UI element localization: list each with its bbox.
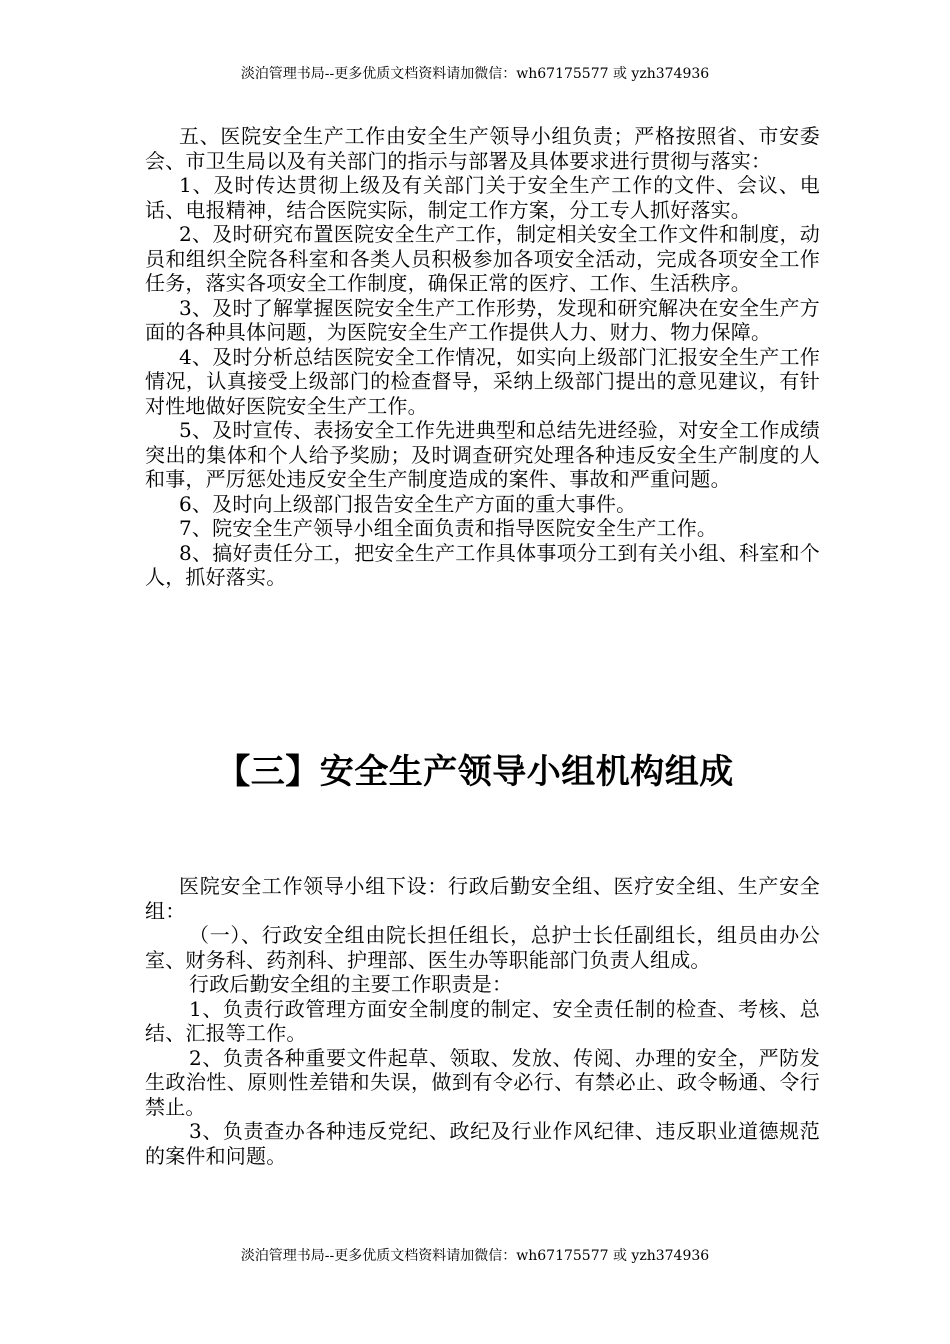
section-heading: 【三】安全生产领导小组机构组成 xyxy=(216,752,734,792)
duties-section xyxy=(145,124,820,590)
paragraph-responsibility-2: 2、负责各种重要文件起草、领取、发放、传阅、办理的安全，严防发生政治性、原则性差错和失误，做到有令必行、有禁必止、政令畅通、令行禁止。 xyxy=(145,1045,820,1119)
paragraph-duty-7: 7、院安全生产领导小组全面负责和指导医院安全生产工作。 xyxy=(179,516,718,540)
paragraph-duty-5: 5、及时宣传、表扬安全工作先进典型和总结先进经验，对安全工作成绩突出的集体和个人给予奖励；及时调查研究处理各种违反安全生产制度的人和事，严厉惩处违反安全生产制度造成的案件、事故和严重问题。 xyxy=(145,418,820,491)
paragraph-duty-6: 6、及时向上级部门报告安全生产方面的重大事件。 xyxy=(179,491,637,516)
paragraph-duty-1: 1、及时传达贯彻上级及有关部门关于安全生产工作的文件、会议、电话、电报精神，结合医院实际，制定工作方案，分工专人抓好落实。 xyxy=(145,173,820,222)
paragraph-responsibilities-heading: 行政后勤安全组的主要工作职责是： xyxy=(189,972,513,996)
paragraph-duty-2: 2、及时研究布置医院安全生产工作，制定相关安全工作文件和制度，动员和组织全院各科室和各类人员积极参加各项安全活动，完成各项安全工作任务，落实各项安全工作制度，确保正常的医疗、工作、生活秩序。 xyxy=(145,222,820,295)
page-header: 淡泊管理书局--更多优质文档资料请加微信：wh67175577 或 yzh374936 xyxy=(240,66,710,82)
paragraph-duty-3: 3、及时了解掌握医院安全生产工作形势，发现和研究解决在安全生产方面的各种具体问题，为医院安全生产工作提供人力、财力、物力保障。 xyxy=(145,295,820,344)
paragraph-admin-group: （一）、行政安全组由院长担任组长，总护士长任副组长，组员由办公室、财务科、药剂科、护理部、医生办等职能部门负责人组成。 xyxy=(145,923,820,972)
paragraph-duty-8: 8、搞好责任分工，把安全生产工作具体事项分工到有关小组、科室和个人，抓好落实。 xyxy=(145,540,820,589)
page-footer: 淡泊管理书局--更多优质文档资料请加微信：wh67175577 或 yzh374936 xyxy=(240,1248,710,1264)
paragraph-intro: 医院安全工作领导小组下设：行政后勤安全组、医疗安全组、生产安全组： xyxy=(145,874,820,923)
paragraph-item-5: 五、医院安全生产工作由安全生产领导小组负责；严格按照省、市安委会、市卫生局以及有关部门的指示与部署及具体要求进行贯彻与落实： xyxy=(145,124,820,173)
paragraph-responsibility-1: 1、负责行政管理方面安全制度的制定、安全责任制的检查、考核、总结、汇报等工作。 xyxy=(145,996,820,1045)
paragraph-responsibility-3: 3、负责查办各种违反党纪、政纪及行业作风纪律、违反职业道德规范的案件和问题。 xyxy=(145,1119,820,1168)
paragraph-duty-4: 4、及时分析总结医院安全工作情况，如实向上级部门汇报安全生产工作情况，认真接受上级部门的检查督导，采纳上级部门提出的意见建议，有针对性地做好医院安全生产工作。 xyxy=(145,344,820,418)
organization-section xyxy=(145,874,820,1168)
